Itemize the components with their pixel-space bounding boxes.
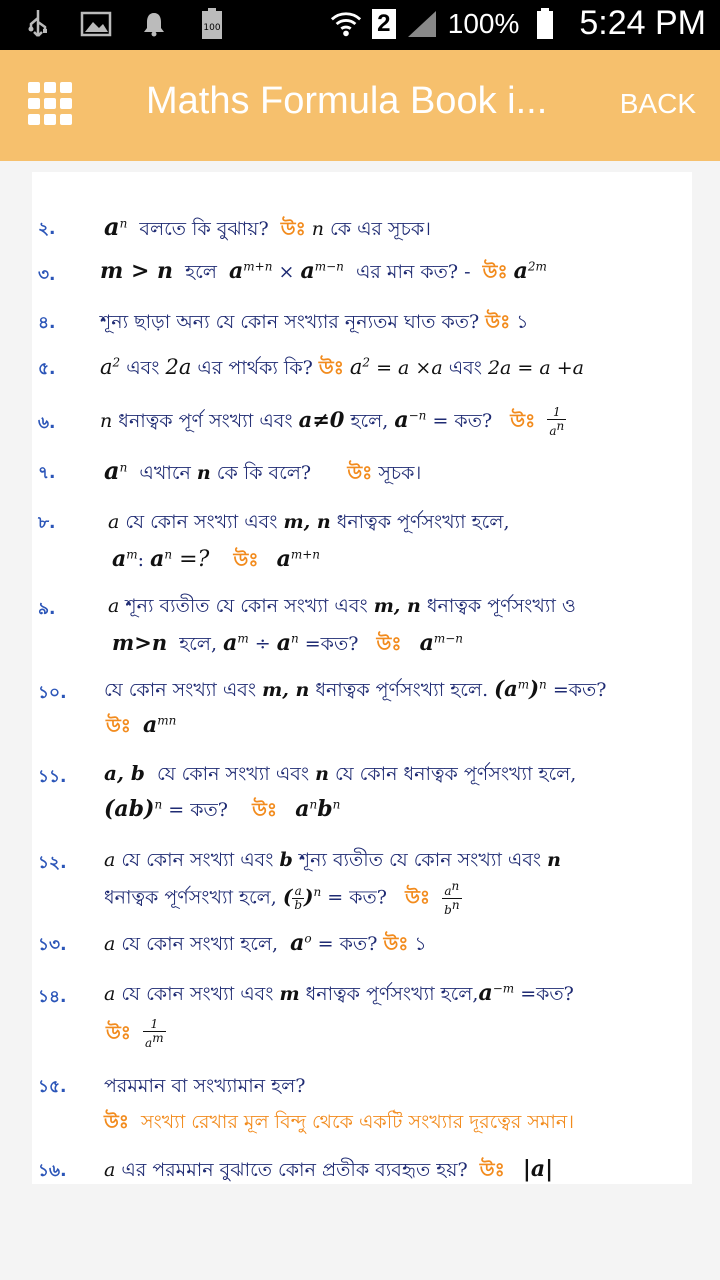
signal-icon (406, 8, 438, 40)
question-number: ৫. (38, 359, 56, 379)
question-number: ১৪. (38, 987, 67, 1007)
question-number: ৩. (38, 265, 56, 285)
answer-label: উঃ (106, 1022, 131, 1044)
app-title: Maths Formula Book i... (146, 80, 548, 122)
fraction: $\frac{a^n}{b^n}$ (444, 879, 460, 917)
question-number: ১০. (38, 683, 67, 703)
battery-percent: 100% (447, 7, 520, 39)
question-text: শূন্য ছাড়া অন্য যে কোন সংখ্যার নূন্যতম ঘাত কত? (100, 311, 480, 333)
question-text-3: ধনাত্বক পূর্ণসংখ্যা হলে, (104, 886, 277, 909)
grid-menu-icon[interactable] (28, 82, 82, 132)
image-icon (80, 8, 112, 40)
question-text-2: শূন্য ব্যতীত যে কোন সংখ্যা এবং (298, 849, 542, 871)
question-text: যে কোন সংখ্যা এবং (104, 679, 257, 701)
question-text: এবং (126, 357, 160, 379)
question-text-4: =কত? (304, 633, 359, 655)
answer-text: সংখ্যা রেখার মূল বিন্দু থেকে একটি সংখ্যার দূরত্বের সমান। (141, 1111, 575, 1133)
question-text: যে কোন সংখ্যা এবং (121, 983, 274, 1005)
svg-text:100: 100 (203, 23, 221, 33)
question-text: বলতে কি বুঝায়? (139, 218, 269, 240)
app-bar (0, 50, 720, 161)
answer-label: উঃ (347, 462, 373, 484)
status-bar (0, 0, 720, 50)
question-text-2: হলে, (350, 410, 389, 432)
answer-label: উঃ (485, 311, 511, 333)
answer-label: উঃ (280, 218, 306, 240)
question-text-3: এবং (448, 357, 482, 379)
question-text-2: এর মান কত? - (355, 261, 471, 283)
question-number: ৯. (38, 599, 56, 619)
answer-text: ১ (414, 933, 427, 955)
bell-icon (138, 8, 170, 40)
answer-label: উঃ (233, 549, 259, 571)
question-number: ১৬. (38, 1161, 67, 1181)
question-number: ১৫. (38, 1077, 67, 1097)
answer-label: উঃ (106, 715, 131, 737)
usb-icon (22, 8, 54, 40)
answer-text: ১ (516, 311, 529, 333)
answer-label: উঃ (479, 1159, 505, 1181)
wifi-icon (330, 8, 362, 40)
question-text-2: ধনাত্বক পূর্ণসংখ্যা হলে, (305, 983, 479, 1005)
sim-2-icon: 2 (372, 9, 396, 39)
question-text-3: =কত? (552, 679, 607, 701)
question-text: যে কোন সংখ্যা হলে, (121, 933, 279, 955)
fraction: $\frac{a}{b}$ (294, 884, 303, 912)
question-text-3: =কত? (520, 983, 574, 1005)
question-number: ৭. (38, 463, 56, 483)
question-text: যে কোন সংখ্যা এবং (121, 849, 274, 871)
question-text-2: যে কোন ধনাত্বক পূর্ণসংখ্যা হলে, (334, 763, 577, 785)
answer-label: উঃ (104, 1111, 129, 1133)
question-text-2: ধনাত্বক পূর্ণসংখ্যা হলে. (315, 679, 489, 701)
question-number: ৪. (38, 313, 56, 333)
fraction: $\frac{1}{a^n}$ (549, 405, 565, 438)
question-text: হলে (185, 261, 217, 283)
question-text: এখানে (139, 462, 191, 484)
battery-100-icon (196, 8, 228, 40)
question-text-2: কত? (339, 933, 378, 955)
answer-text: সূচক। (378, 462, 422, 484)
question-text: এর পরমমান বুঝাতে কোন প্রতীক ব্যবহৃত হয়? (121, 1159, 468, 1181)
answer-label: উঃ (318, 357, 344, 379)
question-text: যে কোন সংখ্যা এবং (156, 763, 310, 785)
question-text-4: কত? (349, 886, 387, 909)
answer-label: উঃ (510, 410, 536, 432)
question-text: ধনাত্বক পূর্ণ সংখ্যা এবং (118, 410, 293, 432)
question-text: পরমমান বা সংখ্যামান হল? (104, 1075, 306, 1097)
answer-label: উঃ (252, 799, 278, 821)
answer-label: উঃ (383, 933, 409, 955)
question-text-2: এর পার্থক্য কি? (197, 357, 313, 379)
question-text-2: ধনাত্বক পূর্ণসংখ্যা হলে, (336, 511, 510, 533)
answer-label: উঃ (405, 886, 431, 909)
question-number: ৬. (38, 413, 56, 433)
question-text-3: হলে, (179, 633, 218, 655)
question-text-3: = কত? (432, 410, 493, 432)
question-text: শূন্য ব্যতীত যে কোন সংখ্যা এবং (125, 595, 368, 617)
answer-label: উঃ (482, 261, 508, 283)
question-number: ৮. (38, 513, 56, 533)
answer-label: উঃ (376, 633, 402, 655)
fraction: $\frac{1}{a^m}$ (145, 1017, 164, 1050)
back-button[interactable]: BACK (619, 88, 696, 119)
question-text-2: কে কি বলে? (216, 462, 312, 484)
formula-page: ২. $a^n$ বলতে কি বুঝায়? উঃ n কে এর সূচক। ৩. m > n হলে $a^{m+n} \times a^{m-n}$ এর মান কত? - উঃ $a^{2m}$ ৪. শূন্য ছাড়া অন্য যে কোন সংখ্যার নূন্যতম ঘাত কত? উঃ ১ ৫. $a^2$ এবং 2a এর পার্থক্য কি? উঃ $a^2 = a \times a$ এবং 2a = a +a ৬. n ধনাত্বক পূর্ণ সংখ্যা এবং a≠0 হলে, $a^{-n}$ = কত? উঃ $\frac{1}{a^n}$ ৭. $a^n$ এখানে n কে কি বলে? উঃ সূচক। ৮. a যে কোন সংখ্যা এবং m, n ধনাত্বক পূর্ণসংখ্যা হলে, $a^m$: $a^n$ =? উঃ $a^{m+n}$ ৯. a শূন্য ব্যতীত যে কোন সংখ্যা এবং m, n ধনাত্বক পূর্ণসংখ্যা ও m>n হলে, $a^m \div a^n$ =কত? উঃ $a^{m-n}$ ১০. যে কোন সংখ্যা এবং m, n ধনাত্বক পূর্ণসংখ্যা হলে. $(a^m)^n$ =কত? উঃ $a^{mn}$ ১১. a, b যে কোন সংখ্যা এবং n যে কোন ধনাত্বক পূর্ণসংখ্যা হলে, (ab)$^n$ = কত? উঃ $a^nb^n$ ১২. a যে কোন সংখ্যা এবং b শূন্য ব্যতীত যে কোন সংখ্যা এবং n ধনাত্বক পূর্ণসংখ্যা হলে, ( $\frac{a}{b}$ )$^n$ = কত? উঃ $\frac{a^n}{b^n}$ ১৩. a যে কোন সংখ্যা হলে, $a^o$ = কত? উঃ ১ ১৪. a যে কোন সংখ্যা এবং m ধনাত্বক পূর্ণসংখ্যা $হলে,a^{-m}$ =কত? উঃ $\frac{1}{a^m}$ ১৫. পরমমান বা সংখ্যামান হল? উঃ সংখ্যা রেখার মূল বিন্দু থেকে একটি সংখ্যার দূরত্বের সমান। ১৬. a এর পরমমান বুঝাতে কোন প্রতীক ব্যবহৃত হয়? উঃ |a| (32, 172, 692, 1184)
battery-icon (529, 8, 561, 40)
question-number: ১১. (38, 767, 67, 787)
answer-text: কে এর সূচক। (330, 218, 431, 240)
question-number: ১৩. (38, 935, 67, 955)
question-number: ২. (38, 219, 56, 239)
question-text-2: ধনাত্বক পূর্ণসংখ্যা ও (426, 595, 576, 617)
question-text-3: কত? (190, 799, 228, 821)
question-text: যে কোন সংখ্যা এবং (125, 511, 278, 533)
question-number: ১২. (38, 853, 67, 873)
clock: 5:24 PM (579, 4, 706, 42)
